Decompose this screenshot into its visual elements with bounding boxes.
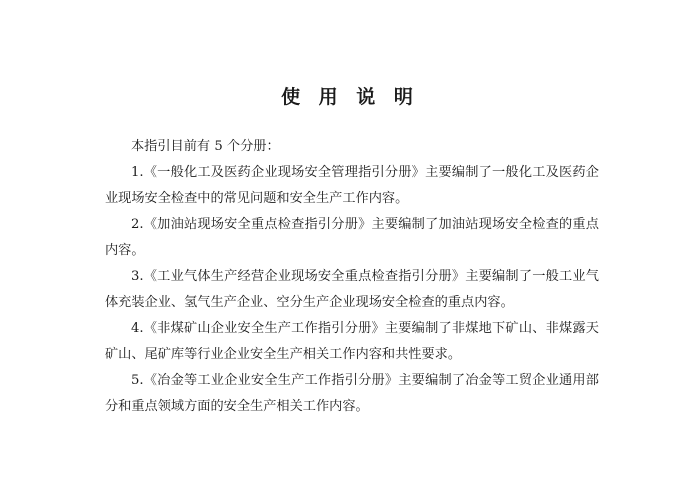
list-item-4: 4.《非煤矿山企业安全生产工作指引分册》主要编制了非煤地下矿山、非煤露天矿山、尾矿库等行业企业安全生产相关工作内容和共性要求。 <box>105 321 599 362</box>
page-title: 使 用 说 明 <box>281 86 419 108</box>
list-item-1: 1.《一般化工及医药企业现场安全管理指引分册》主要编制了一般化工及医药企业现场安全检查中的常见问题和安全生产工作内容。 <box>105 165 599 206</box>
list-item-2: 2.《加油站现场安全重点检查指引分册》主要编制了加油站现场安全检查的重点内容。 <box>105 217 599 258</box>
document-body <box>105 134 599 420</box>
intro-paragraph: 本指引目前有 5 个分册： <box>131 139 280 154</box>
list-item-5: 5.《冶金等工业企业安全生产工作指引分册》主要编制了冶金等工贸企业通用部分和重点领域方面的安全生产相关工作内容。 <box>105 373 599 414</box>
list-item-3: 3.《工业气体生产经营企业现场安全重点检查指引分册》主要编制了一般工业气体充装企业、氢气生产企业、空分生产企业现场安全检查的重点内容。 <box>105 269 599 310</box>
